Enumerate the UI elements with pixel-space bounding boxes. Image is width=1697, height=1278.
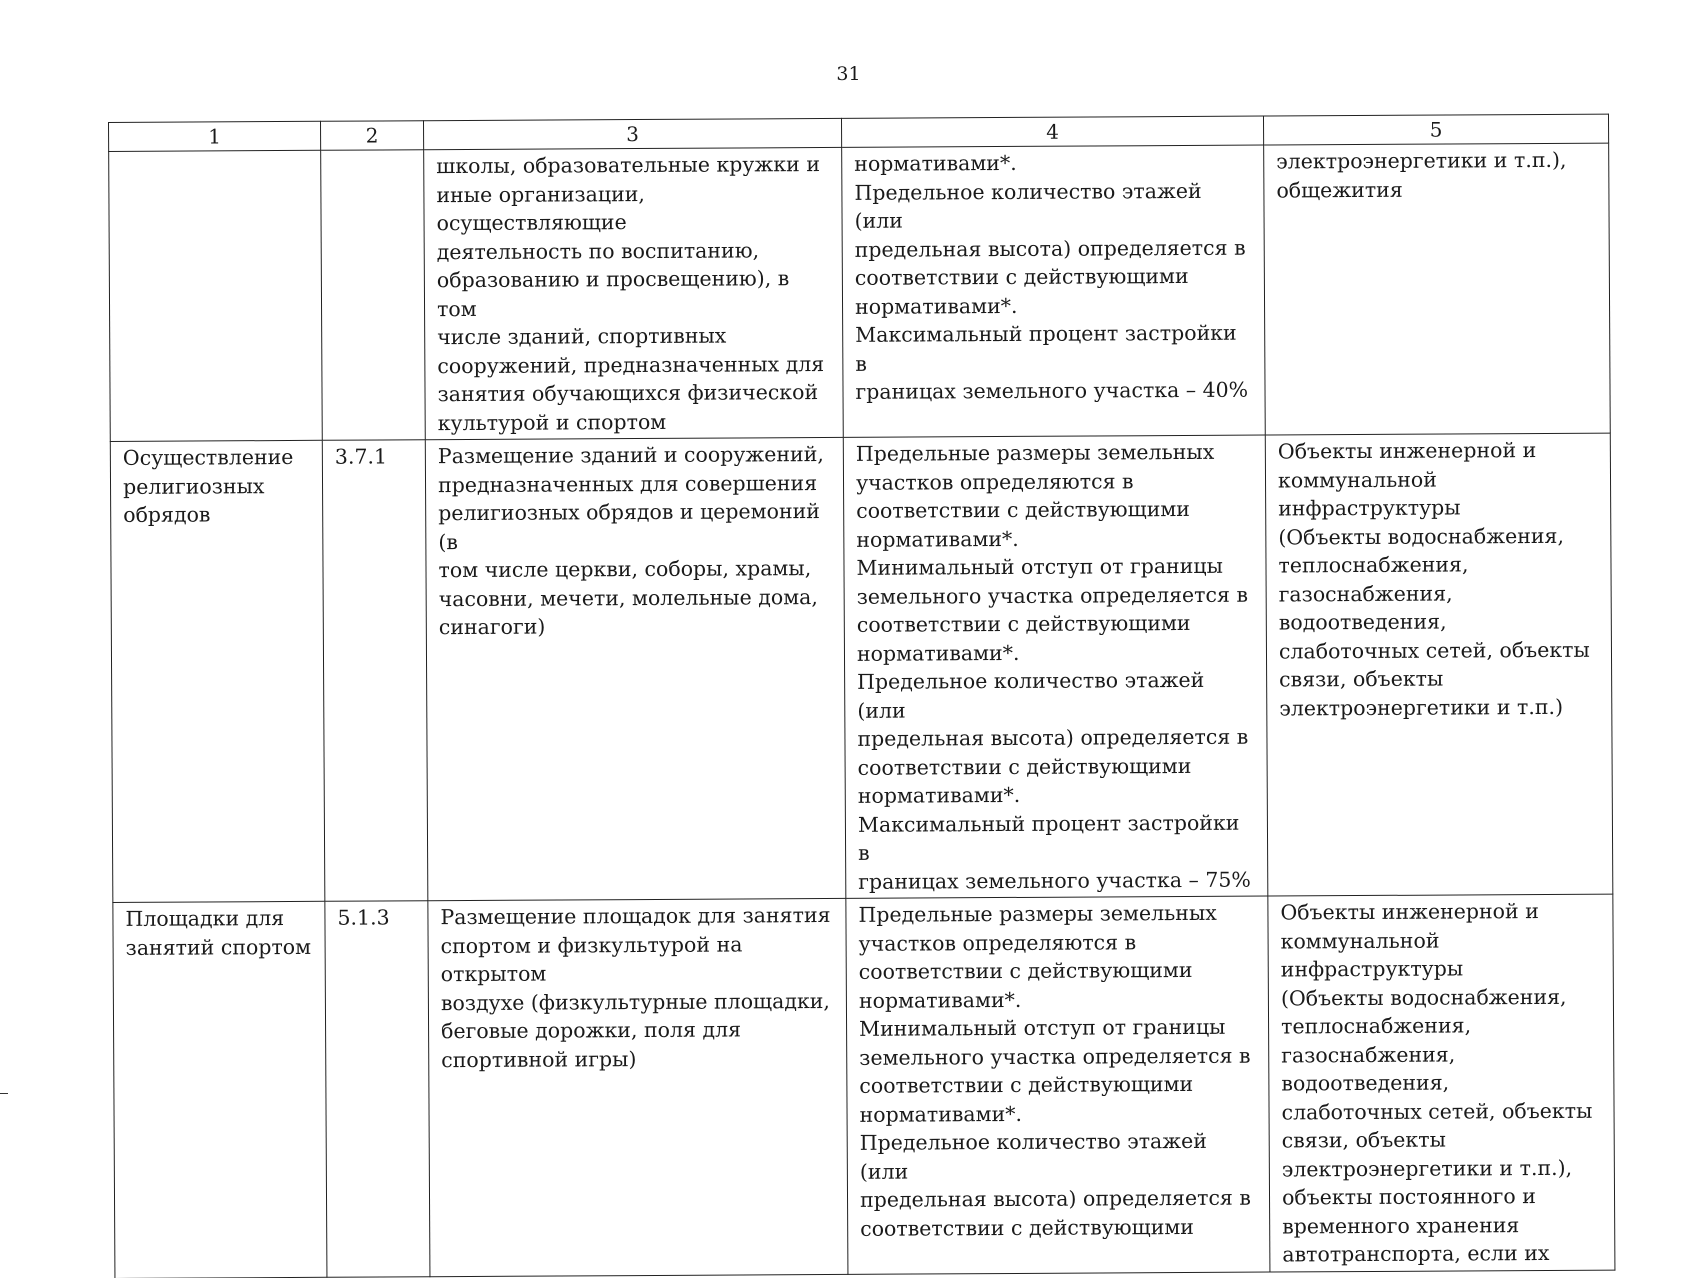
use-name-cell: [109, 150, 323, 441]
column-header: 4: [841, 116, 1263, 147]
use-parameters: нормативами*. Предельное количество этажей (или предельная высота) определяется в соответствии с действующими нормативами*. Максимальный процент застройки в границах земельного участка – 40%: [854, 148, 1252, 407]
auxiliary-uses-cell: [1268, 894, 1615, 1271]
use-code-cell: [321, 150, 426, 441]
use-name: [121, 153, 308, 154]
table-row: [113, 894, 1615, 1278]
column-header: 2: [320, 121, 423, 151]
table-row: [109, 143, 1611, 441]
use-name-cell: [113, 901, 327, 1278]
use-description-cell: [425, 437, 846, 900]
column-header: 1: [109, 121, 321, 151]
auxiliary-uses-cell: [1265, 433, 1613, 896]
use-parameters: Предельные размеры земельных участков определяются в соответствии с действующими нормативами*. Минимальный отступ от границы земельного участка определяется в соответствии с действующими нормативами*. Предельное количество этажей (или предельная высота) определяется в соответствии с действующими нормативами*. Максимальный процент застройки в границах земельного участка – 75%: [856, 438, 1256, 896]
use-code: 3.7.1: [335, 442, 419, 471]
scan-edge-mark: [0, 1093, 8, 1094]
column-header: 3: [423, 118, 841, 149]
use-code: 5.1.3: [337, 903, 421, 932]
column-header: 5: [1263, 114, 1608, 145]
page-number: 31: [0, 62, 1697, 86]
zoning-table: [108, 114, 1615, 1278]
use-name: Площадки для занятий спортом: [125, 904, 312, 962]
use-parameters-cell: [843, 435, 1268, 898]
use-name-cell: [110, 440, 325, 902]
auxiliary-uses: электроэнергетики и т.п.), общежития: [1276, 146, 1596, 205]
use-description-cell: [424, 147, 844, 439]
use-description-cell: [428, 898, 848, 1276]
use-parameters-cell: [842, 145, 1266, 437]
use-parameters: Предельные размеры земельных участков определяются в соответствии с действующими нормативами*. Минимальный отступ от границы земельного участка определяется в соответствии с действующими нормативами*. Предельное количество этажей (или предельная высота) определяется в соответствии с действующими: [858, 899, 1257, 1243]
use-parameters-cell: [846, 896, 1270, 1274]
auxiliary-uses-cell: [1264, 143, 1611, 435]
use-code-cell: [325, 901, 430, 1277]
use-description: школы, образовательные кружки и иные организации, осуществляющие деятельность по воспитанию, образованию и просвещению), в том числе зданий, спортивных сооружений, предназначенных для занятия обучающихся физической культурой и спортом: [436, 150, 831, 437]
use-name: Осуществление религиозных обрядов: [123, 443, 310, 530]
auxiliary-uses: Объекты инженерной и коммунальной инфраструктуры (Объекты водоснабжения, теплоснабжения, газоснабжения, водоотведения, слаботочных сетей, объекты связи, объекты электроэнергетики и т.п.), объекты постоянного и временного хранения автотранспорта, если их: [1280, 897, 1602, 1269]
table-row: [110, 433, 1613, 902]
use-description: Размещение площадок для занятия спортом и физкультурой на открытом воздухе (физкультурные площадки, беговые дорожки, поля для спортивной игры): [440, 901, 834, 1074]
use-code-cell: [322, 440, 428, 902]
use-description: Размещение зданий и сооружений, предназначенных для совершения религиозных обрядов и церемоний (в том числе церкви, соборы, храмы, часовни, мечети, молельные дома, синагоги): [438, 440, 832, 642]
auxiliary-uses: Объекты инженерной и коммунальной инфраструктуры (Объекты водоснабжения, теплоснабжения, газоснабжения, водоотведения, слаботочных сетей, объекты связи, объекты электроэнергетики и т.п.): [1278, 436, 1600, 723]
